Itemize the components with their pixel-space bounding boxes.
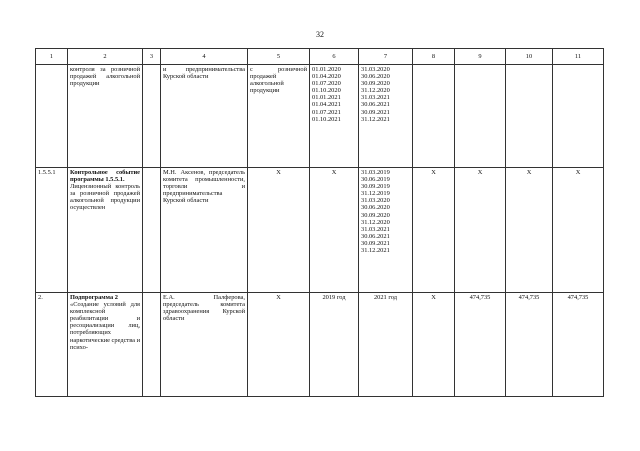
empty-cell: [143, 168, 161, 293]
cell-col8: X: [413, 168, 455, 293]
cell-col11: [553, 65, 604, 168]
column-number: 7: [359, 49, 413, 65]
cell-col8: [413, 65, 455, 168]
header-row: [36, 49, 604, 65]
end-date-cell: 2021 год: [359, 293, 413, 397]
column-number: 10: [506, 49, 553, 65]
cell-col11: 474,735: [553, 293, 604, 397]
column-number: 11: [553, 49, 604, 65]
cell-col11: X: [553, 168, 604, 293]
column-number: 9: [455, 49, 506, 65]
start-date-cell: 2019 год: [310, 293, 359, 397]
responsible-cell: Е.А. Палферова, председатель комитета здравоохранения Курской области: [161, 293, 248, 397]
row-title-text: контроля за розничной продажей алкогольной продукции: [70, 66, 140, 88]
end-date-cell: 31.03.2019 30.06.2019 30.09.2019 31.12.2019 31.03.2020 30.06.2020 30.09.2020 31.12.2020 31.03.2021 30.06.2021 30.09.2021 31.12.2021: [359, 168, 413, 293]
empty-cell: [143, 293, 161, 397]
column-number: 5: [248, 49, 310, 65]
cell-col8: X: [413, 293, 455, 397]
row-number: [36, 65, 68, 168]
column-number: 4: [161, 49, 248, 65]
cell-col10: 474,735: [506, 293, 553, 397]
column-number: 3: [143, 49, 161, 65]
responsible-cell: М.Н. Аксенов, председатель комитета промышленности, торговли и предпринимательства Курской области: [161, 168, 248, 293]
cell-col9: 474,735: [455, 293, 506, 397]
column-number: 2: [68, 49, 143, 65]
page-number: 32: [316, 30, 324, 39]
table-row: [36, 168, 604, 293]
cell-col10: [506, 65, 553, 168]
empty-cell: [143, 65, 161, 168]
row-number: 2.: [36, 293, 68, 397]
row-number: 1.5.5.1: [36, 168, 68, 293]
responsible-cell: и предпринимательства Курской области: [161, 65, 248, 168]
cell-col9: [455, 65, 506, 168]
program-table: [35, 48, 604, 397]
row-title: [68, 168, 143, 293]
cell-col5: X: [248, 293, 310, 397]
row-title-bold: Контрольное событие программы 1.5.5.1.: [70, 169, 140, 184]
end-date-cell: 31.03.2020 30.06.2020 30.09.2020 31.12.2020 31.03.2021 30.06.2021 30.09.2021 31.12.2021: [359, 65, 413, 168]
start-date-cell: 01.01.2020 01.04.2020 01.07.2020 01.10.2020 01.01.2021 01.04.2021 01.07.2021 01.10.2021: [310, 65, 359, 168]
row-title: [68, 293, 143, 397]
start-date-cell: X: [310, 168, 359, 293]
column-number: 8: [413, 49, 455, 65]
row-title-text: Лицензионный контроль за розничной продажей алкогольной продукции осуществлен: [70, 183, 140, 212]
column-number: 6: [310, 49, 359, 65]
cell-col9: X: [455, 168, 506, 293]
column-number: 1: [36, 49, 68, 65]
cell-col10: X: [506, 168, 553, 293]
cell-col5: X: [248, 168, 310, 293]
row-title: [68, 65, 143, 168]
row-title-bold: Подпрограмма 2: [70, 294, 118, 301]
table-row: [36, 65, 604, 168]
row-title-text: «Создание условий для комплексной реабилитации и ресоциализации лиц, потребляющих наркотические средства и психо-: [70, 301, 141, 351]
table-row: [36, 293, 604, 397]
cell-col5: с розничной продажей алкогольной продукции: [248, 65, 310, 168]
